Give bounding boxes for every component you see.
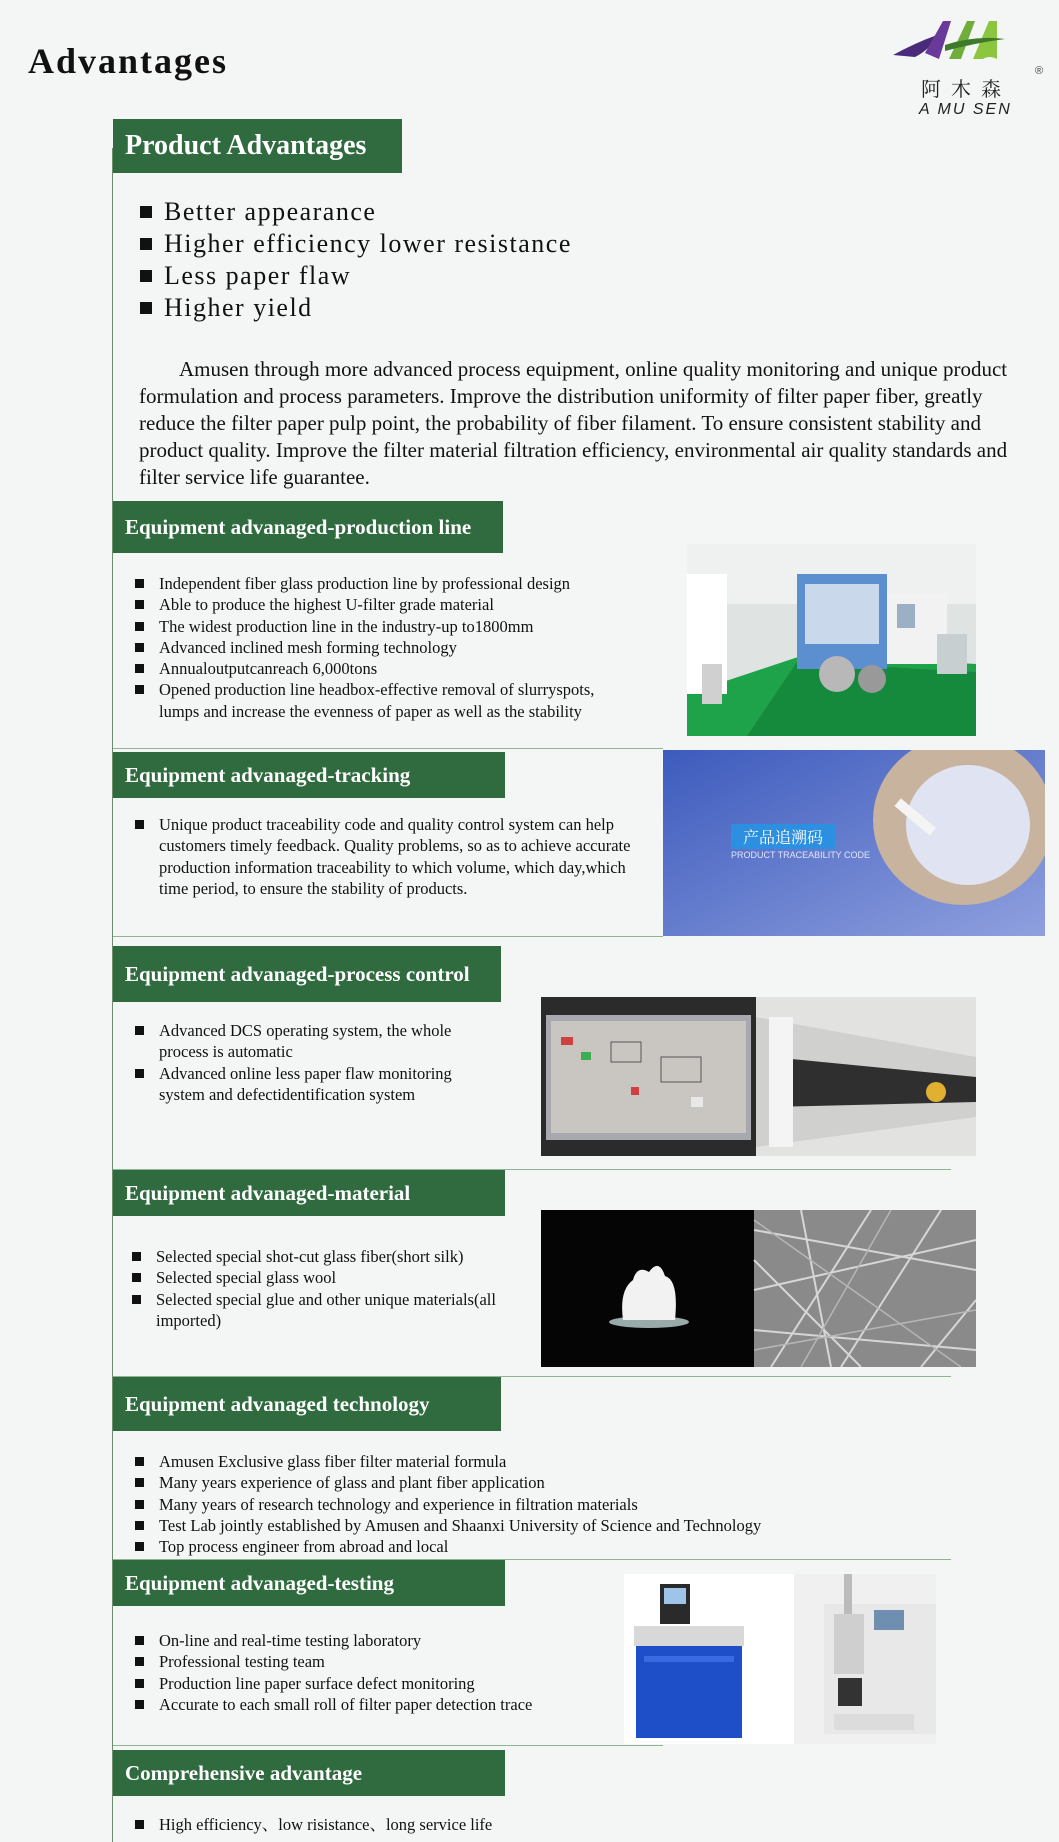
logo-english-text: A MU SEN <box>919 101 1012 118</box>
list-item: Top process engineer from abroad and local <box>135 1536 955 1557</box>
list-item: Production line paper surface defect monitoring <box>135 1673 635 1694</box>
list-item: Selected special shot-cut glass fiber(short silk) <box>132 1246 512 1267</box>
process-control-photo <box>541 997 976 1156</box>
list-item: Selected special glass wool <box>132 1267 512 1288</box>
product-advantages-list <box>140 196 572 324</box>
bullet-square-icon <box>140 302 152 314</box>
technology-heading: Equipment advanaged technology <box>113 1377 501 1431</box>
process-control-heading: Equipment advanaged-process control <box>113 946 501 1002</box>
material-photo <box>541 1210 976 1367</box>
product-advantages-heading: Product Advantages <box>113 119 402 173</box>
list-item: Advanced inclined mesh forming technology <box>135 637 635 658</box>
tracking-heading: Equipment advanaged-tracking <box>113 752 505 798</box>
process-control-list <box>135 1020 495 1105</box>
registered-mark: ® <box>1035 65 1044 77</box>
amusen-logo <box>885 15 1045 125</box>
logo-mark-icon <box>885 15 1045 75</box>
list-item: Able to produce the highest U-filter grade material <box>135 594 635 615</box>
list-item: Selected special glue and other unique materials(all imported) <box>132 1289 512 1332</box>
traceability-code-photo <box>663 750 1045 936</box>
bullet-square-icon <box>140 270 152 282</box>
production-line-list <box>135 573 635 722</box>
testing-equipment-photo <box>624 1574 936 1744</box>
list-item: On-line and real-time testing laboratory <box>135 1630 635 1651</box>
list-item: Advanced online less paper flaw monitoring system and defectidentification system <box>135 1063 495 1106</box>
list-item: Better appearance <box>140 196 572 228</box>
traceability-label-en: PRODUCT TRACEABILITY CODE <box>731 850 871 860</box>
section-divider <box>113 1745 663 1746</box>
list-item: Annualoutputcanreach 6,000tons <box>135 658 635 679</box>
comprehensive-list <box>135 1814 735 1835</box>
section-divider <box>113 936 663 937</box>
list-item: Accurate to each small roll of filter paper detection trace <box>135 1694 635 1715</box>
list-item: Higher efficiency lower resistance <box>140 228 572 260</box>
left-rule <box>112 148 113 500</box>
bullet-square-icon <box>140 206 152 218</box>
list-item: Independent fiber glass production line by professional design <box>135 573 635 594</box>
list-item: Advanced DCS operating system, the whole process is automatic <box>135 1020 495 1063</box>
bullet-square-icon <box>140 238 152 250</box>
list-item: High efficiency、low risistance、long service life <box>135 1814 735 1835</box>
list-item: Many years experience of glass and plant fiber application <box>135 1472 955 1493</box>
comprehensive-heading: Comprehensive advantage <box>113 1750 505 1796</box>
testing-list <box>135 1630 635 1715</box>
list-item: Higher yield <box>140 292 572 324</box>
list-item: Opened production line headbox-effective removal of slurryspots, lumps and increase the evenness of paper as well as the stability <box>135 679 635 722</box>
production-line-heading: Equipment advanaged-production line <box>113 501 503 553</box>
logo-chinese-text: 阿木森 <box>921 77 1011 101</box>
list-item: Unique product traceability code and quality control system can help customers timely feedback. Quality problems, so as to achieve accurate production information traceability to which volume, which day,which time period, to ensure the stability of products. <box>135 814 635 899</box>
list-item: Less paper flaw <box>140 260 572 292</box>
list-item: Amusen Exclusive glass fiber filter material formula <box>135 1451 955 1472</box>
list-item: Many years of research technology and experience in filtration materials <box>135 1494 955 1515</box>
page-title: Advantages <box>28 41 229 81</box>
product-description: Amusen through more advanced process equipment, online quality monitoring and unique product formulation and process parameters. Improve the distribution uniformity of filter paper fiber, greatly reduce the filter paper pulp point, the probability of fiber filament. To ensure consistent stability and product quality. Improve the filter material filtration efficiency, environmental air quality standards and filter service life guarantee. <box>139 357 1008 489</box>
section-divider <box>113 748 663 749</box>
production-line-photo <box>687 544 976 736</box>
traceability-label-cn: 产品追溯码 <box>731 824 835 849</box>
testing-heading: Equipment advanaged-testing <box>113 1560 505 1606</box>
material-heading: Equipment advanaged-material <box>113 1170 505 1216</box>
list-item: Test Lab jointly established by Amusen and Shaanxi University of Science and Technology <box>135 1515 955 1536</box>
list-item: The widest production line in the industry-up to1800mm <box>135 616 635 637</box>
list-item: Professional testing team <box>135 1651 635 1672</box>
technology-list <box>135 1451 955 1557</box>
material-list <box>132 1246 512 1331</box>
tracking-list <box>135 814 635 899</box>
